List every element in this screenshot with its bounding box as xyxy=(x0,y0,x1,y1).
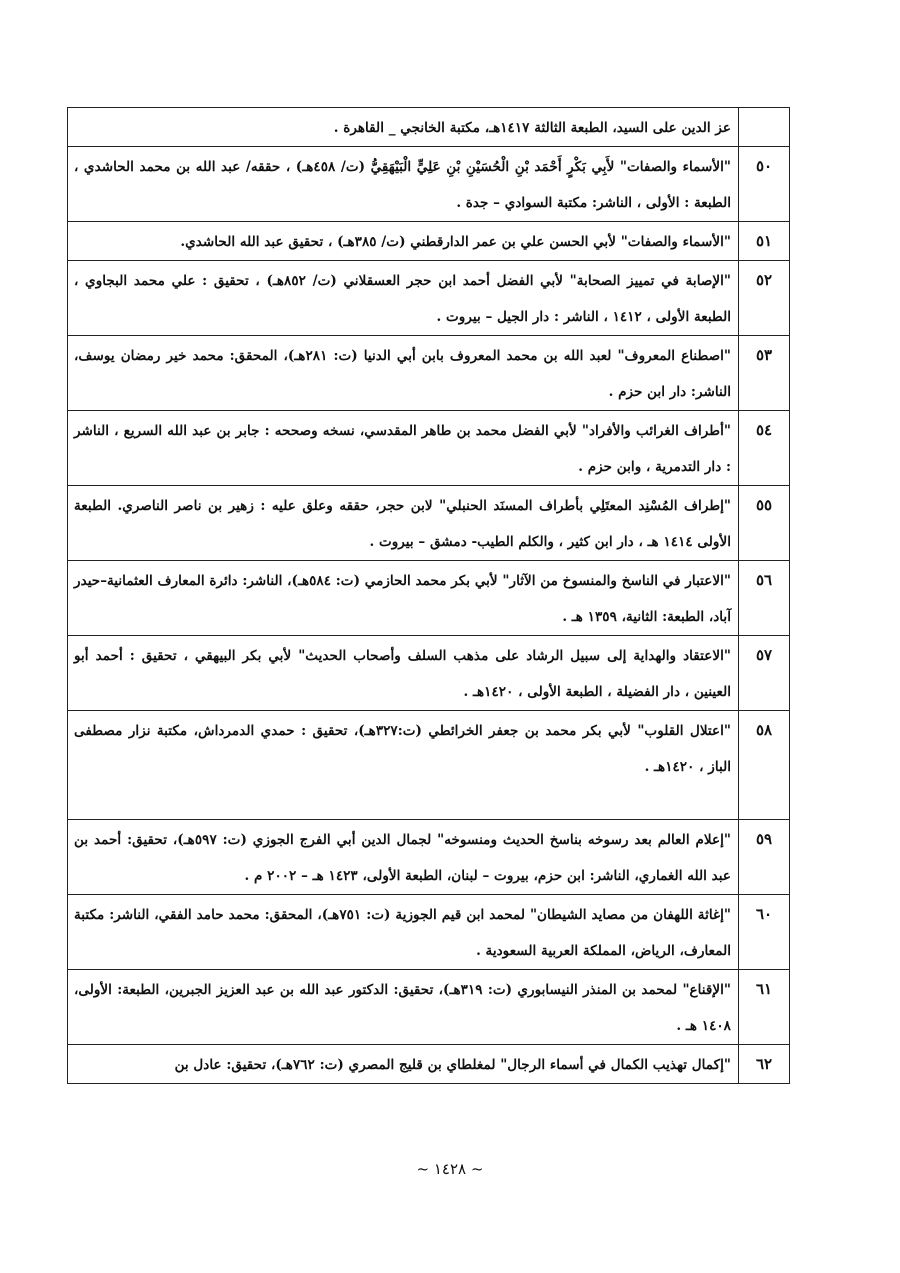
reference-text: "إكمال تهذيب الكمال في أسماء الرجال" لمغلطاي بن قليج المصري (ت: ٧٦٢هـ)، تحقيق: عادل بن xyxy=(68,1045,739,1084)
reference-number: ٥١ xyxy=(739,222,790,261)
reference-row xyxy=(68,1045,790,1084)
reference-number: ٥٦ xyxy=(739,561,790,636)
reference-number xyxy=(739,108,790,147)
references-table xyxy=(67,107,790,1084)
reference-text: "الإقناع" لمحمد بن المنذر النيسابوري (ت: ٣١٩هـ)، تحقيق: الدكتور عبد الله بن عبد العزيز الجبرين، الطبعة: الأولى، ١٤٠٨ هـ . xyxy=(68,970,739,1045)
reference-row xyxy=(68,147,790,222)
reference-row xyxy=(68,970,790,1045)
reference-number: ٥٥ xyxy=(739,486,790,561)
reference-number: ٦٠ xyxy=(739,895,790,970)
reference-row xyxy=(68,895,790,970)
reference-number: ٥٨ xyxy=(739,711,790,820)
reference-number: ٦١ xyxy=(739,970,790,1045)
reference-text: "الأسماء والصفات" لأَبِي بَكْرٍ أَحْمَد بْنِ الْحُسَيْنِ بْنِ عَلِيٍّ الْبَيْهَقِيُّ (ت/ ٤٥٨هـ) ، حققه/ عبد الله بن محمد الحاشدي ، الطبعة : الأولى ، الناشر: مكتبة السوادي – جدة . xyxy=(68,147,739,222)
reference-row xyxy=(68,561,790,636)
page-number: ~ ١٤٢٨ ~ xyxy=(416,1160,484,1178)
reference-number: ٥٤ xyxy=(739,411,790,486)
reference-number: ٥٩ xyxy=(739,820,790,895)
reference-number: ٥٣ xyxy=(739,336,790,411)
reference-text: "الاعتقاد والهداية إلى سبيل الرشاد على مذهب السلف وأصحاب الحديث" لأبي بكر البيهقي ، تحقيق : أحمد أبو العينين ، دار الفضيلة ، الطبعة الأولى ، ١٤٢٠هـ . xyxy=(68,636,739,711)
reference-text: "الاعتبار في الناسخ والمنسوخ من الآثار" لأبي بكر محمد الحازمي (ت: ٥٨٤هـ)، الناشر: دائرة المعارف العثمانية–حيدر آباد، الطبعة: الثانية، ١٣٥٩ هـ . xyxy=(68,561,739,636)
reference-text: "إعلام العالم بعد رسوخه بناسخ الحديث ومنسوخه" لجمال الدين أبي الفرج الجوزي (ت: ٥٩٧هـ)، تحقيق: أحمد بن عبد الله الغماري، الناشر: ابن حزم، بيروت – لبنان، الطبعة الأولى، ١٤٢٣ هـ – ٢٠٠٢ م . xyxy=(68,820,739,895)
references-body xyxy=(68,108,790,1084)
reference-row xyxy=(68,820,790,895)
reference-text: "اعتلال القلوب" لأبي بكر محمد بن جعفر الخرائطي (ت:٣٢٧هـ)، تحقيق : حمدي الدمرداش، مكتبة نزار مصطفى الباز ، ١٤٢٠هـ . xyxy=(68,711,739,820)
reference-text: "الأسماء والصفات" لأبي الحسن علي بن عمر الدارقطني (ت/ ٣٨٥هـ) ، تحقيق عبد الله الحاشدي. xyxy=(68,222,739,261)
reference-text: "الإصابة في تمييز الصحابة" لأبي الفضل أحمد ابن حجر العسقلاني (ت/ ٨٥٢هـ) ، تحقيق : علي محمد البجاوي ، الطبعة الأولى ، ١٤١٢ ، الناشر : دار الجيل – بيروت . xyxy=(68,261,739,336)
reference-number: ٦٢ xyxy=(739,1045,790,1084)
reference-number: ٥٢ xyxy=(739,261,790,336)
reference-number: ٥٠ xyxy=(739,147,790,222)
reference-row xyxy=(68,486,790,561)
reference-row xyxy=(68,261,790,336)
reference-text: "إغاثة اللهفان من مصايد الشيطان" لمحمد ابن قيم الجوزية (ت: ٧٥١هـ)، المحقق: محمد حامد الفقي، الناشر: مكتبة المعارف، الرياض، المملكة العربية السعودية . xyxy=(68,895,739,970)
reference-row xyxy=(68,411,790,486)
reference-text: "اصطناع المعروف" لعبد الله بن محمد المعروف بابن أبي الدنيا (ت: ٢٨١هـ)، المحقق: محمد خير رمضان يوسف، الناشر: دار ابن حزم . xyxy=(68,336,739,411)
reference-number: ٥٧ xyxy=(739,636,790,711)
reference-text: عز الدين على السيد، الطبعة الثالثة ١٤١٧هـ، مكتبة الخانجي _ القاهرة . xyxy=(68,108,739,147)
reference-row xyxy=(68,636,790,711)
reference-text: "إطراف المُسْنِد المعتَلِي بأطراف المسنَد الحنبلي" لابن حجر، حققه وعلق عليه : زهير بن ناصر الناصري. الطبعة الأولى ١٤١٤ هـ ، دار ابن كثير ، والكلم الطيب- دمشق – بيروت . xyxy=(68,486,739,561)
reference-row xyxy=(68,222,790,261)
reference-row xyxy=(68,108,790,147)
reference-row xyxy=(68,336,790,411)
reference-row xyxy=(68,711,790,820)
reference-text: "أطراف الغرائب والأفراد" لأبي الفضل محمد بن طاهر المقدسي، نسخه وصححه : جابر بن عبد الله السريع ، الناشر : دار التدمرية ، وابن حزم . xyxy=(68,411,739,486)
